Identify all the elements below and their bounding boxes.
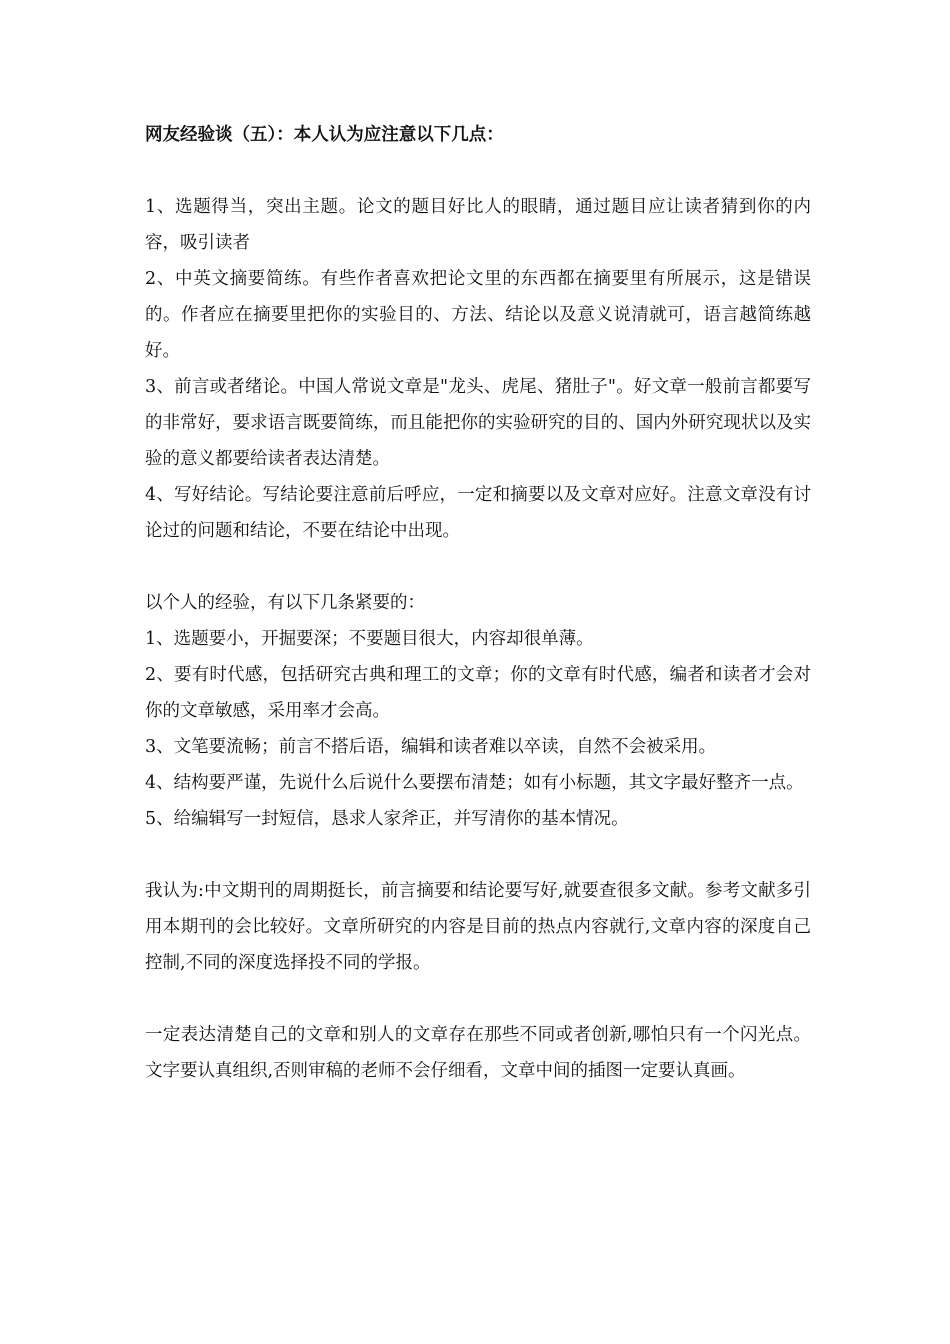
list-item: 3、前言或者绪论。中国人常说文章是"龙头、虎尾、猪肚子"。好文章一般前言都要写的非常好，要求语言既要简练，而且能把你的实验研究的目的、国内外研究现状以及实验的意义都要给读者表达清楚。 [145,377,811,469]
spacer [145,549,811,585]
list-item: 2、中英文摘要简练。有些作者喜欢把论文里的东西都在摘要里有所展示，这是错误的。作者应在摘要里把你的实验目的、方法、结论以及意义说清就可，语言越简练越好。 [145,269,811,361]
paragraph: 一定表达清楚自己的文章和别人的文章存在那些不同或者创新,哪怕只有一个闪光点。文字要认真组织,否则审稿的老师不会仔细看，文章中间的插图一定要认真画。 [145,1025,811,1081]
list-item: 3、文笔要流畅；前言不搭后语，编辑和读者难以卒读，自然不会被采用。 [145,737,717,757]
list-item: 5、给编辑写一封短信，恳求人家斧正，并写清你的基本情况。 [145,809,629,829]
document-title: 网友经验谈（五）：本人认为应注意以下几点： [145,125,504,145]
list-item: 4、结构要严谨，先说什么后说什么要摆布清楚；如有小标题，其文字最好整齐一点。 [145,773,804,793]
list-item: 4、写好结论。写结论要注意前后呼应，一定和摘要以及文章对应好。注意文章没有讨论过的问题和结论，不要在结论中出现。 [145,485,811,541]
list-item: 1、选题要小，开掘要深；不要题目很大，内容却很单薄。 [145,629,594,649]
document-body [145,117,811,1089]
spacer [145,153,811,189]
list-item: 2、要有时代感，包括研究古典和理工的文章；你的文章有时代感，编者和读者才会对你的文章敏感，采用率才会高。 [145,665,811,721]
paragraph: 我认为:中文期刊的周期挺长，前言摘要和结论要写好,就要查很多文献。参考文献多引用本期刊的会比较好。文章所研究的内容是目前的热点内容就行,文章内容的深度自己控制,不同的深度选择投不同的学报。 [145,881,811,973]
spacer [145,837,811,873]
section-intro: 以个人的经验，有以下几条紧要的： [145,593,425,613]
spacer [145,981,811,1017]
list-item: 1、选题得当，突出主题。论文的题目好比人的眼睛，通过题目应让读者猜到你的内容，吸引读者 [145,197,811,253]
